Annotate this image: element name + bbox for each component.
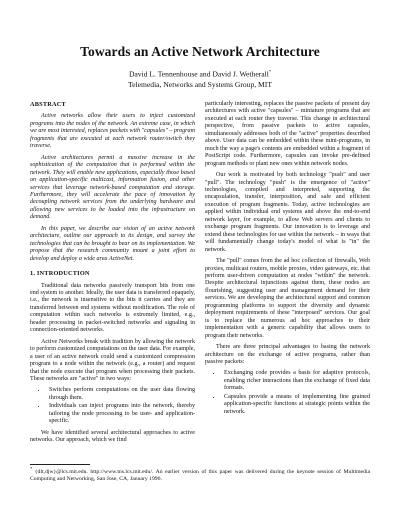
abstract-paragraph: In this paper, we describe our vision of an active network architecture, outline our approach to its design, and survey the technologies that can be brought to bear on its implementation. We propose that the research community mount a joint effort to develop and deploy a wide area ActiveNet. [30,225,195,262]
authors: David L. Tennenhouse and David J. Wetherall [128,69,269,79]
right-column [205,101,370,420]
body-paragraph: particularly interesting, replaces the passive packets of present day architectures with active "capsules" – miniature programs that are executed at each router they traverse. This change in architectural perspective, from passive packets to active capsules, simultaneously addresses both of the "active" properties described above. User data can be embedded within these mini-programs, in much the way a page's contents are embedded within a fragment of PostScript code. Furthermore, capsules can invoke pre-defined program methods or plant new ones within network nodes. [205,101,370,167]
body-paragraph: The "pull" comes from the ad hoc collection of firewalls, Web proxies, multicast routers, mobile proxies, video gateways, etc. that perform user-driven computation at nodes "within" the network. Despite architectural injunctions against them, these nodes are flourishing, suggesting user and management demand for their services. We are developing the architectural support and common programming platforms to support the diversity and dynamic deployment requirements of these "interposed" services. Our goal is to replace the numerous ad hoc approaches to their implementation with a generic capability that allows users to program their networks. [205,258,370,339]
intro-paragraph: We have identified several architectural approaches to active networks. Our approach, which we find [30,429,195,444]
list-item: • Capsules provide a means of implementing fine grained application-specific functions at strategic points within the network. [222,394,370,416]
author-footnote-mark: * [268,69,272,74]
footnote-text: {dlt,djw}@lcs.mit.edu. http://www.tns.lcs.mit.edu/. An earlier version of this paper was delivered during the keynote session of Multimedia Computing and Networking, San Jose, CA, January 1996. [30,468,371,482]
advantages-list [205,370,370,416]
list-item: • Switches perform computations on the user data flowing through them. [47,387,195,402]
affiliation: Telemedia, Networks and Systems Group, MIT [128,80,272,89]
intro-paragraph: Active Networks break with tradition by allowing the network to perform customized computations on the user data. For example, a user of an active network could send a customized compression program to a node within the network (e.g., a router) and request that the node execute that program when processing their packets. These networks are "active" in two ways: [30,338,195,382]
active-properties-list [30,387,195,425]
list-item: • Exchanging code provides a basis for adaptive protocols, enabling richer interactions than the exchange of fixed data formats. [222,370,370,392]
body-paragraph: Our work is motivated by both technology "push" and user "pull". The technology "push" is the emergence of "active" technologies, compiled and interpreted, supporting the encapsulation, transfer, interposition, and safe and efficient execution of program fragments. Today, active technologies are applied within individual end systems and above the end-to-end network layer, for example, to allow Web servers and clients to exchange program fragments. Our innovation is to leverage and extend these technologies for use within the network – in ways that will fundamentally change today's model of what is "in" the network. [205,172,370,253]
footnote-mark: * [30,466,33,471]
abstract-paragraph: Active architectures permit a massive increase in the sophistication of the computation that is performed within the network. They will enable new applications, especially those based on application-specific multicast, information fusion, and other services that leverage network-based computation and storage. Furthermore, they will accelerate the pace of innovation by decoupling network services from the underlying hardware and allowing new services to be loaded into the infrastructure on demand. [30,154,195,221]
intro-heading: 1. INTRODUCTION [30,270,90,278]
intro-paragraph: Traditional data networks passively transport bits from one end system to another. Ideally, the user data is transferred opaquely, i.e., the network is insensitive to the bits it carries and they are transferred between end systems without modification. The role of computation within such networks is extremely limited, e.g., header processing in packet-switched networks and signaling in connection-oriented networks. [30,282,195,334]
author-line [0,69,400,79]
footnote [30,466,370,482]
list-item: • Individuals can inject programs into the network, thereby tailoring the node processing to be user- and application-specific. [47,403,195,425]
body-paragraph: There are three principal advantages to basing the network architecture on the exchange of active programs, rather than passive packets: [205,344,370,365]
paper-title: Towards an Active Network Architecture [80,44,320,59]
abstract-heading: ABSTRACT [30,101,66,108]
abstract-paragraph: Active networks allow their users to inject customized programs into the nodes of the network. An extreme case, in which we are most interested, replaces packets with "capsules" – program fragments that are executed at each network router/switch they traverse. [30,113,195,150]
left-column [30,101,195,449]
footnote-rule [30,464,90,465]
